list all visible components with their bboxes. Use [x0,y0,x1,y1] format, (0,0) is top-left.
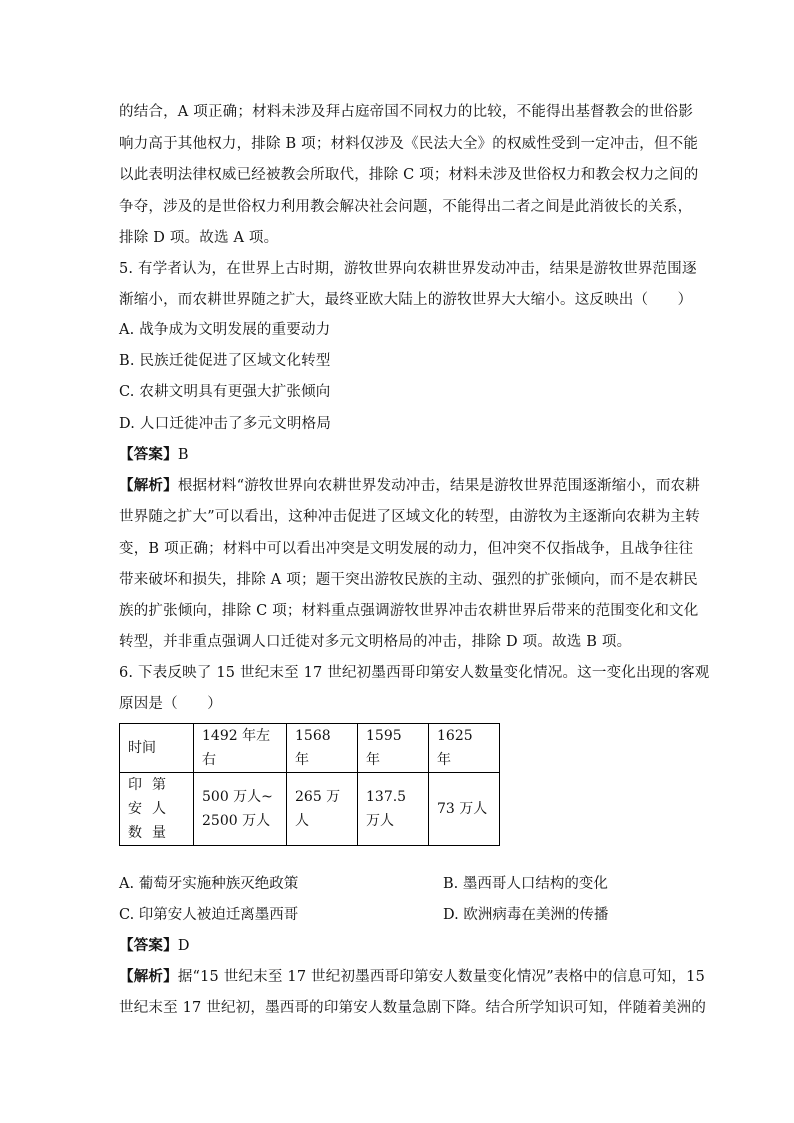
q6-option-a: A. 葡萄牙实施种族灭绝政策 [119,876,299,892]
q5-analysis-text: 根据材料“游牧世界向农耕世界发动冲击，结果是游牧世界范围逐渐缩小，而农耕 [177,478,700,494]
q6-option-b: B. 墨西哥人口结构的变化 [443,876,608,892]
q5-option-d: D. 人口迁徙冲击了多元文明格局 [119,416,332,432]
table-row [120,773,500,846]
table-header-cell: 1568 年 [287,724,358,773]
q6-analysis-label: 【解析】 [119,968,178,985]
q6-stem-line: 6. 下表反映了 15 世纪末至 17 世纪初墨西哥印第安人数量变化情况。这一变化出现的客观 [119,665,710,681]
table-header-cell: 1492 年左右 [194,724,287,773]
table-cell: 73 万人 [429,773,500,846]
q6-analysis-line [119,967,706,987]
q5-answer-label: 【答案】 [119,446,178,463]
table-header-cell: 时间 [120,724,194,773]
q5-answer [119,445,679,465]
q5-option-c: C. 农耕文明具有更强大扩张倾向 [119,384,331,400]
q5-option-a: A. 战争成为文明发展的重要动力 [119,322,331,338]
q6-analysis-text: 据“15 世纪末至 17 世纪初墨西哥印第安人数量变化情况”表格中的信息可知，15 [177,969,706,985]
q6-answer [119,936,679,956]
q5-analysis-line: 族的扩张倾向，排除 C 项；材料重点强调游牧世界冲击农耕世界后带来的范围变化和文化 [119,603,699,619]
table-cell: 500 万人~2500 万人 [194,773,287,846]
intro-line: 的结合，A 项正确；材料未涉及拜占庭帝国不同权力的比较，不能得出基督教会的世俗影 [119,104,694,120]
intro-line: 响力高于其他权力，排除 B 项；材料仅涉及《民法大全》的权威性受到一定冲击，但不能 [119,136,699,152]
q5-analysis-label: 【解析】 [119,477,178,494]
table-cell: 137.5 万人 [358,773,429,846]
population-table [119,723,500,846]
q5-analysis-line [119,476,700,496]
q6-answer-label: 【答案】 [119,937,178,954]
table-header-cell: 1595 年 [358,724,429,773]
table-row-label [120,773,194,846]
q5-analysis-line: 变，B 项正确；材料中可以看出冲突是文明发展的动力，但冲突不仅指战争，且战争往往 [119,541,694,557]
table-header-cell: 1625 年 [429,724,500,773]
table-cell: 265 万人 [287,773,358,846]
q6-option-c: C. 印第安人被迫迁离墨西哥 [119,907,299,923]
q5-stem-line: 5. 有学者认为，在世界上古时期，游牧世界向农耕世界发动冲击，结果是游牧世界范围逐 [119,261,697,277]
q6-stem-line: 原因是（ ） [119,696,222,712]
table-row-label-text: 印第安人数量 [128,777,176,841]
q5-analysis-line: 世界随之扩大”可以看出，这种冲击促进了区域文化的转型，由游牧为主逐渐向农耕为主转 [119,509,700,525]
q5-option-b: B. 民族迁徙促进了区域文化转型 [119,353,331,369]
q5-stem-line: 渐缩小，而农耕世界随之扩大，最终亚欧大陆上的游牧世界大大缩小。这反映出（ ） [119,292,693,308]
intro-line: 争夺，涉及的是世俗权力利用教会解决社会问题，不能得出二者之间是此消彼长的关系， [119,199,693,215]
q6-answer-value: D [177,938,190,954]
q5-analysis-line: 带来破坏和损失，排除 A 项；题干突出游牧民族的主动、强烈的扩张倾向，而不是农耕民 [119,572,698,588]
intro-line: 以此表明法律权威已经被教会所取代，排除 C 项；材料未涉及世俗权力和教会权力之间的 [119,167,699,183]
intro-line: 排除 D 项。故选 A 项。 [119,230,279,246]
table-header-row [120,724,500,773]
q5-answer-value: B [177,447,189,463]
q6-option-d: D. 欧洲病毒在美洲的传播 [443,907,609,923]
q5-analysis-line: 转型，并非重点强调人口迁徙对多元文明格局的冲击，排除 D 项。故选 B 项。 [119,634,632,650]
q6-analysis-line: 世纪末至 17 世纪初，墨西哥的印第安人数量急剧下降。结合所学知识可知，伴随着美洲的 [119,1000,707,1016]
